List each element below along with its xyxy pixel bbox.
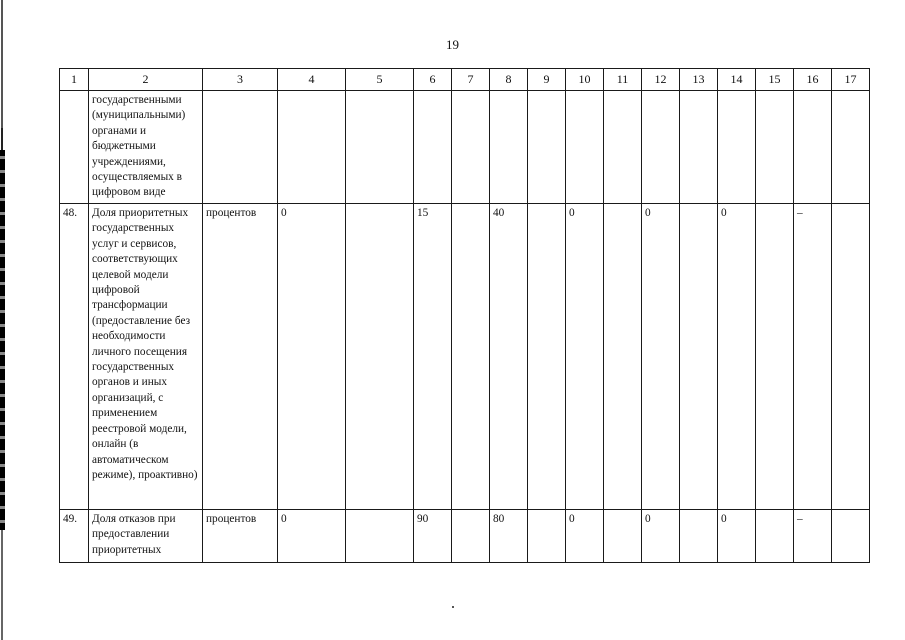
header-cell: 6	[414, 69, 452, 91]
value-cell: –	[794, 510, 832, 563]
table-row-49	[60, 510, 870, 563]
table-row-48	[60, 204, 870, 510]
value-cell	[756, 510, 794, 563]
value-cell: 90	[414, 510, 452, 563]
header-cell: 16	[794, 69, 832, 91]
header-cell: 9	[528, 69, 566, 91]
indicators-table	[59, 68, 870, 563]
value-cell	[604, 510, 642, 563]
header-cell: 15	[756, 69, 794, 91]
header-cell: 17	[832, 69, 870, 91]
unit-cell	[203, 91, 278, 204]
page-number: 19	[446, 37, 459, 52]
value-cell	[832, 510, 870, 563]
value-cell	[642, 91, 680, 204]
row-number-cell: 48.	[60, 204, 89, 510]
value-cell	[680, 510, 718, 563]
value-cell: 0	[718, 510, 756, 563]
value-cell	[452, 510, 490, 563]
value-cell: 0	[642, 204, 680, 510]
value-cell	[756, 204, 794, 510]
value-cell	[452, 91, 490, 204]
table-header-row	[60, 69, 870, 91]
value-cell: 80	[490, 510, 528, 563]
header-cell: 10	[566, 69, 604, 91]
value-cell	[490, 91, 528, 204]
value-cell	[346, 510, 414, 563]
value-cell	[718, 91, 756, 204]
unit-cell: процентов	[203, 510, 278, 563]
value-cell	[832, 91, 870, 204]
header-cell: 11	[604, 69, 642, 91]
indicator-name-cell: Доля приоритетных государственных услуг и сервисов, соответствующих целевой модели цифровой трансформации (предоставление без необходимости личного посещения государственных органов и иных организаций, с применением реестровой модели, онлайн (в автоматическом режиме), проактивно)	[89, 204, 203, 510]
header-cell: 5	[346, 69, 414, 91]
value-cell: 0	[566, 204, 604, 510]
value-cell	[278, 91, 346, 204]
value-cell	[756, 91, 794, 204]
value-cell	[346, 91, 414, 204]
value-cell	[528, 91, 566, 204]
value-cell	[414, 91, 452, 204]
value-cell	[680, 204, 718, 510]
indicator-name-cell: Доля отказов при предоставлении приоритетных	[89, 510, 203, 563]
value-cell: 0	[278, 510, 346, 563]
header-cell: 3	[203, 69, 278, 91]
value-cell	[794, 91, 832, 204]
value-cell: 40	[490, 204, 528, 510]
value-cell	[680, 91, 718, 204]
value-cell: 0	[718, 204, 756, 510]
header-cell: 14	[718, 69, 756, 91]
value-cell: 0	[642, 510, 680, 563]
value-cell: 15	[414, 204, 452, 510]
value-cell	[832, 204, 870, 510]
header-cell: 7	[452, 69, 490, 91]
header-cell: 2	[89, 69, 203, 91]
header-cell: 13	[680, 69, 718, 91]
value-cell	[604, 91, 642, 204]
header-cell: 4	[278, 69, 346, 91]
header-cell: 12	[642, 69, 680, 91]
value-cell	[528, 510, 566, 563]
scan-binding-mark	[0, 150, 5, 530]
header-cell: 8	[490, 69, 528, 91]
value-cell	[604, 204, 642, 510]
row-number-cell	[60, 91, 89, 204]
row-number-cell: 49.	[60, 510, 89, 563]
value-cell	[452, 204, 490, 510]
table-row-continuation	[60, 91, 870, 204]
value-cell: 0	[278, 204, 346, 510]
value-cell	[566, 91, 604, 204]
value-cell: 0	[566, 510, 604, 563]
unit-cell: процентов	[203, 204, 278, 510]
value-cell: –	[794, 204, 832, 510]
indicator-name-cell: государственными (муниципальными) органами и бюджетными учреждениями, осуществляемых в цифровом виде	[89, 91, 203, 204]
value-cell	[346, 204, 414, 510]
header-cell: 1	[60, 69, 89, 91]
scan-speck	[452, 606, 454, 608]
value-cell	[528, 204, 566, 510]
